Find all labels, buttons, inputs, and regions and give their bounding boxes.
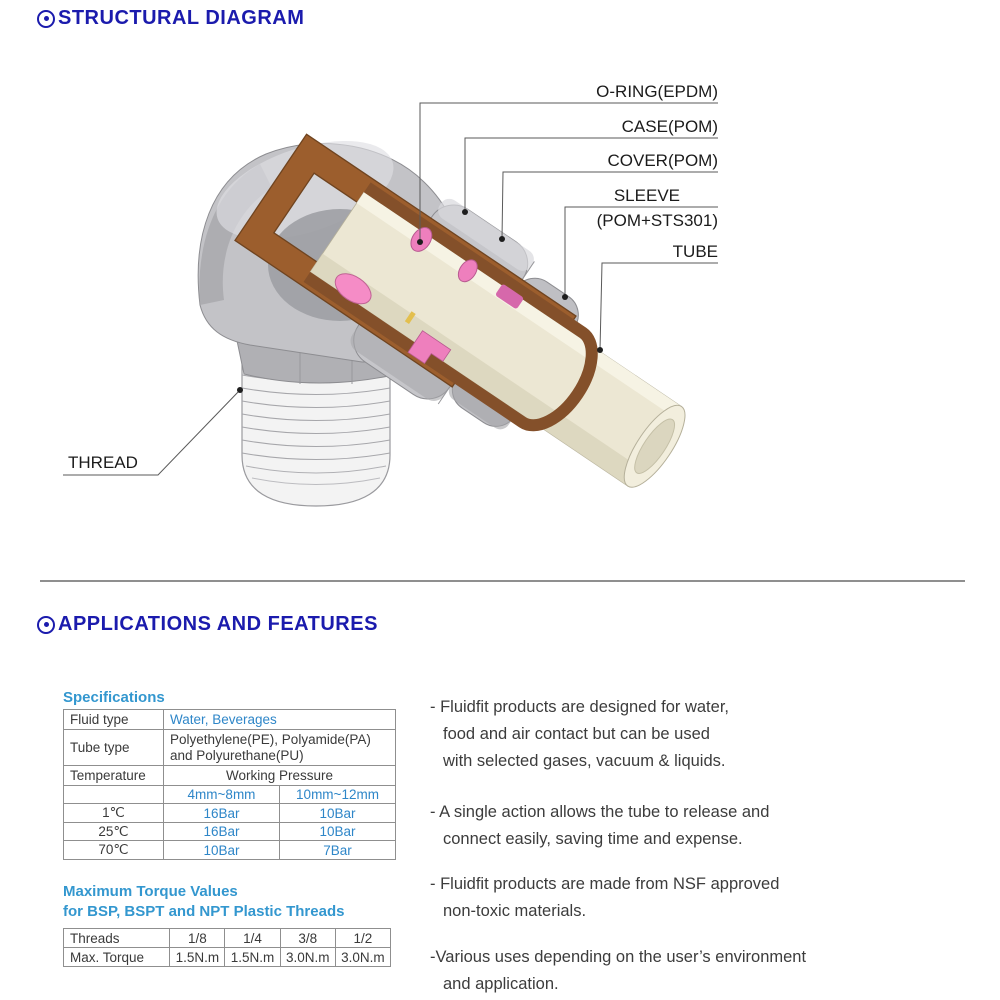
working-pressure-label: Working Pressure <box>164 766 396 786</box>
temp-value: 70℃ <box>64 841 164 860</box>
circled-dot-icon <box>37 616 55 634</box>
pressure-value: 7Bar <box>280 841 396 860</box>
thread-size: 1/2 <box>335 929 390 948</box>
feature-line: - Fluidfit products are designed for water, <box>430 698 729 716</box>
label-case: CASE(POM) <box>621 117 718 136</box>
label-oring: O-RING(EPDM) <box>596 82 718 101</box>
applications-features-title-text: APPLICATIONS AND FEATURES <box>58 613 378 635</box>
feature-line: non-toxic materials. <box>443 902 587 920</box>
torque-value: 3.0N.m <box>280 948 335 967</box>
torque-title <box>63 882 344 922</box>
label-thread: THREAD <box>68 453 138 472</box>
feature-item <box>430 799 950 853</box>
max-torque-label: Max. Torque <box>64 948 170 967</box>
temperature-label: Temperature <box>64 766 164 786</box>
feature-line: food and air contact but can be used <box>443 725 710 743</box>
torque-title-line2: for BSP, BSPT and NPT Plastic Threads <box>63 903 345 920</box>
tube-type-value: Polyethylene(PE), Polyamide(PA) and Polyurethane(PU) <box>164 730 396 766</box>
tube-type-label: Tube type <box>64 730 164 766</box>
fluid-type-value: Water, Beverages <box>164 710 396 730</box>
size-range-empty-cell <box>64 786 164 804</box>
applications-features-title <box>37 613 378 636</box>
spec-row-temp-1 <box>64 804 396 823</box>
feature-item <box>430 871 950 925</box>
thread-size: 3/8 <box>280 929 335 948</box>
pressure-value: 16Bar <box>164 823 280 841</box>
torque-table <box>63 928 391 967</box>
feature-line: with selected gases, vacuum & liquids. <box>443 752 726 770</box>
feature-item <box>430 694 950 775</box>
spec-row-fluid-type <box>64 710 396 730</box>
label-cover: COVER(POM) <box>607 151 718 170</box>
label-tube: TUBE <box>672 242 718 261</box>
feature-line: connect easily, saving time and expense. <box>443 830 743 848</box>
temp-value: 1℃ <box>64 804 164 823</box>
feature-line: and application. <box>443 975 559 993</box>
size-range-1: 4mm~8mm <box>164 786 280 804</box>
feature-line: - Fluidfit products are made from NSF approved <box>430 875 780 893</box>
size-range-2: 10mm~12mm <box>280 786 396 804</box>
label-sleeve2: (POM+STS301) <box>596 211 718 230</box>
spec-row-temperature <box>64 766 396 786</box>
spec-row-temp-2 <box>64 823 396 841</box>
thread-size: 1/4 <box>225 929 280 948</box>
specifications-title: Specifications <box>63 689 165 706</box>
pressure-value: 10Bar <box>164 841 280 860</box>
torque-value: 3.0N.m <box>335 948 390 967</box>
feature-line: - A single action allows the tube to release and <box>430 803 770 821</box>
torque-title-line1: Maximum Torque Values <box>63 883 238 900</box>
torque-value-row <box>64 948 391 967</box>
pressure-value: 10Bar <box>280 804 396 823</box>
torque-header-row <box>64 929 391 948</box>
threads-label: Threads <box>64 929 170 948</box>
spec-row-tube-type <box>64 730 396 766</box>
pressure-value: 16Bar <box>164 804 280 823</box>
pressure-value: 10Bar <box>280 823 396 841</box>
label-sleeve: SLEEVE <box>613 186 680 205</box>
thread-size: 1/8 <box>170 929 225 948</box>
torque-value: 1.5N.m <box>225 948 280 967</box>
feature-line: -Various uses depending on the user’s environment <box>430 948 807 966</box>
feature-item <box>430 944 950 998</box>
temp-value: 25℃ <box>64 823 164 841</box>
specifications-table <box>63 709 396 860</box>
spec-row-temp-3 <box>64 841 396 860</box>
torque-value: 1.5N.m <box>170 948 225 967</box>
structural-diagram-title-text: STRUCTURAL DIAGRAM <box>58 7 305 29</box>
fluid-type-label: Fluid type <box>64 710 164 730</box>
section-divider <box>40 580 965 582</box>
spec-row-size-ranges <box>64 786 396 804</box>
